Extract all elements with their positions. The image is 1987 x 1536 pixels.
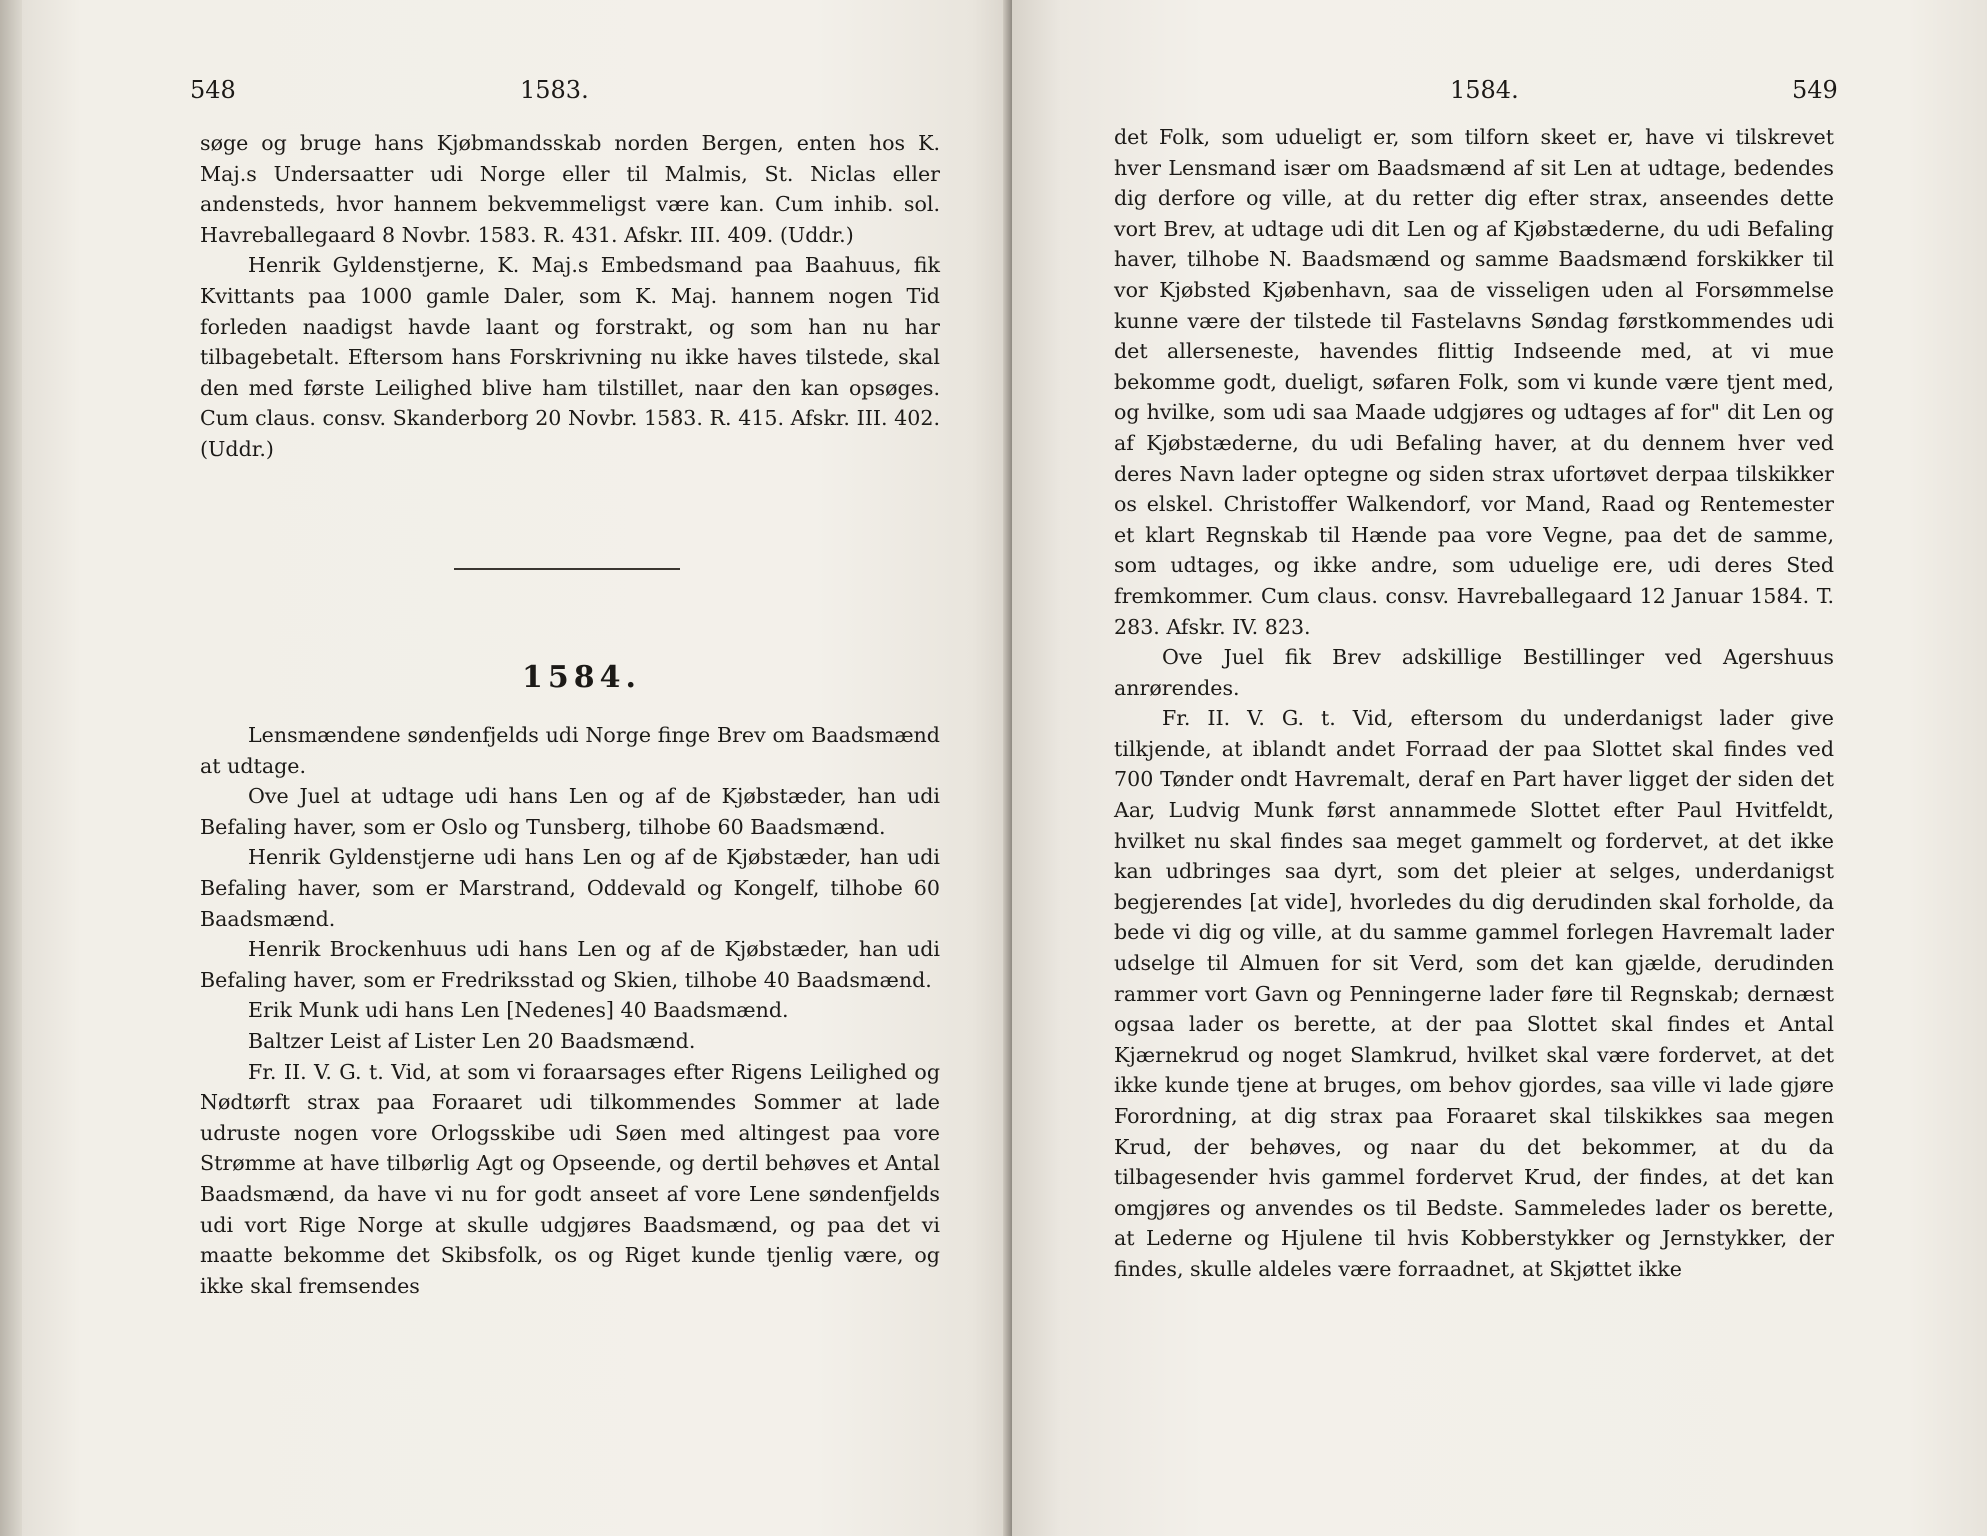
left-text-bottom [200, 720, 940, 1301]
left-text-top [200, 128, 940, 465]
left-para-1: søge og bruge hans Kjøbmandsskab norden Bergen, enten hos K. Maj.s Undersaatter udi Norge eller til Malmis, St. Niclas eller andensteds, hvor hannem bekvemmeligst være kan. Cum inhib. sol. Havreballegaard 8 Novbr. 1583. R. 431. Afskr. III. 409. (Uddr.) [200, 131, 940, 247]
left-para-6: Henrik Brockenhuus udi hans Len og af de Kjøbstæder, han udi Befaling haver, som er Fredriksstad og Skien, tilhobe 40 Baadsmænd. [200, 937, 940, 992]
left-para-7: Erik Munk udi hans Len [Nedenes] 40 Baadsmænd. [248, 998, 789, 1023]
right-para-2: Ove Juel fik Brev adskillige Bestillinger ved Agershuus anrørendes. [1114, 645, 1834, 700]
right-para-3: Fr. II. V. G. t. Vid, eftersom du underdanigst lader give tilkjende, at iblandt andet Forraad der paa Slottet skal findes ved 700 Tønder ondt Havremalt, deraf en Part haver ligget der siden det Aar, Ludvig Munk først annammede Slottet efter Paul Hvitfeldt, hvilket nu skal findes saa meget gammelt og fordervet, at det ikke kan udbringes saa dyrt, som det pleier at selges, underdanigst begjerendes [at vide], hvorledes du dig derudinden skal forholde, da bede vi dig og ville, at du samme gammel forlegen Havremalt lader udselge til Almuen for sit Verd, som det kan gjælde, derudinden rammer vort Gavn og Penningerne lader føre til Regnskab; dernæst ogsaa lader os berette, at der paa Slottet skal findes et Antal Kjærnekrud og noget Slamkrud, hvilket skal være fordervet, at det ikke kunde tjene at bruges, om behov gjordes, saa ville vi lade gjøre Forordning, at dig strax paa Foraaret skal tilskikkes saa megen Krud, der behøves, og naar du det bekommer, at du da tilbagesender hvis gammel fordervet Krud, der findes, at det kan omgjøres og anvendes os til Bedste. Sammeledes lader os berette, at Lederne og Hjulene til hvis Kobberstykker og Jernstykker, der findes, skulle aldeles være forraadnet, at Skjøttet ikke [1114, 706, 1834, 1281]
book-left-edge [0, 0, 22, 1536]
right-running-head: 1584. [1450, 76, 1519, 104]
left-para-5: Henrik Gyldenstjerne udi hans Len og af de Kjøbstæder, han udi Befaling haver, som er Marstrand, Oddevald og Kongelf, tilhobe 60 Baadsmænd. [200, 845, 940, 931]
right-text [1114, 122, 1834, 1285]
right-para-1: det Folk, som udueligt er, som tilforn skeet er, have vi tilskrevet hver Lensmand især om Baadsmænd af sit Len at udtage, bedendes dig derfore og ville, at du retter dig efter strax, anseendes dette vort Brev, at udtage udi dit Len og af Kjøbstæderne, du udi Befaling haver, tilhobe N. Baadsmænd og samme Baadsmænd forskikker til vor Kjøbsted Kjøbenhavn, saa de visseligen uden al Forsømmelse kunne være der tilstede til Fastelavns Søndag førstkommendes udi det allerseneste, havendes flittig Indseende med, at vi mue bekomme godt, dueligt, søfaren Folk, som vi kunde være tjent med, og hvilke, som udi saa Maade udgjøres og udtages af for" dit Len og af Kjøbstæderne, du udi Befaling haver, at du dennem hver ved deres Navn lader optegne og siden strax ufortøvet derpaa tilskikker os elskel. Christoffer Walkendorf, vor Mand, Raad og Rentemester et klart Regnskab til Hænde paa vore Vegne, paa det de samme, som udtages, og ikke andre, som uduelige ere, udi deres Sted fremkommer. Cum claus. consv. Havreballegaard 12 Januar 1584. T. 283. Afskr. IV. 823. [1114, 125, 1834, 639]
left-para-4: Ove Juel at udtage udi hans Len og af de Kjøbstæder, han udi Befaling haver, som er Oslo og Tunsberg, tilhobe 60 Baadsmænd. [200, 784, 940, 839]
left-running-head: 1583. [520, 76, 589, 104]
left-para-8: Baltzer Leist af Lister Len 20 Baadsmænd. [248, 1028, 696, 1053]
left-para-2: Henrik Gyldenstjerne, K. Maj.s Embedsmand paa Baahuus, fik Kvittants paa 1000 gamle Daler, som K. Maj. hannem nogen Tid forleden naadigst havde laant og forstrakt, og som han nu har tilbagebetalt. Eftersom hans Forskrivning nu ikke haves tilstede, skal den med første Leilighed blive ham tilstillet, naar den kan opsøges. Cum claus. consv. Skanderborg 20 Novbr. 1583. R. 415. Afskr. III. 402. (Uddr.) [200, 253, 940, 461]
left-para-9: Fr. II. V. G. t. Vid, at som vi foraarsages efter Rigens Leilighed og Nødtørft strax paa Foraaret udi tilkommendes Sommer at lade udruste nogen vore Orlogsskibe udi Søen med altingest paa vore Strømme at have tilbørlig Agt og Opseende, og dertil behøves et Antal Baadsmænd, da have vi nu for godt anseet af vore Lene søndenfjelds udi vort Rige Norge at skulle udgjøres Baadsmænd, og paa det vi maatte bekomme det Skibsfolk, os og Riget kunde tjenlig være, og ikke skal fremsendes [200, 1059, 940, 1298]
right-page-number: 549 [1792, 76, 1838, 104]
section-divider [454, 568, 680, 570]
year-heading: 1584. [522, 660, 641, 695]
left-page-number: 548 [190, 76, 236, 104]
right-page [1012, 0, 1987, 1536]
left-para-3: Lensmændene søndenfjelds udi Norge finge Brev om Baadsmænd at udtage. [200, 723, 940, 778]
left-page [22, 0, 1012, 1536]
